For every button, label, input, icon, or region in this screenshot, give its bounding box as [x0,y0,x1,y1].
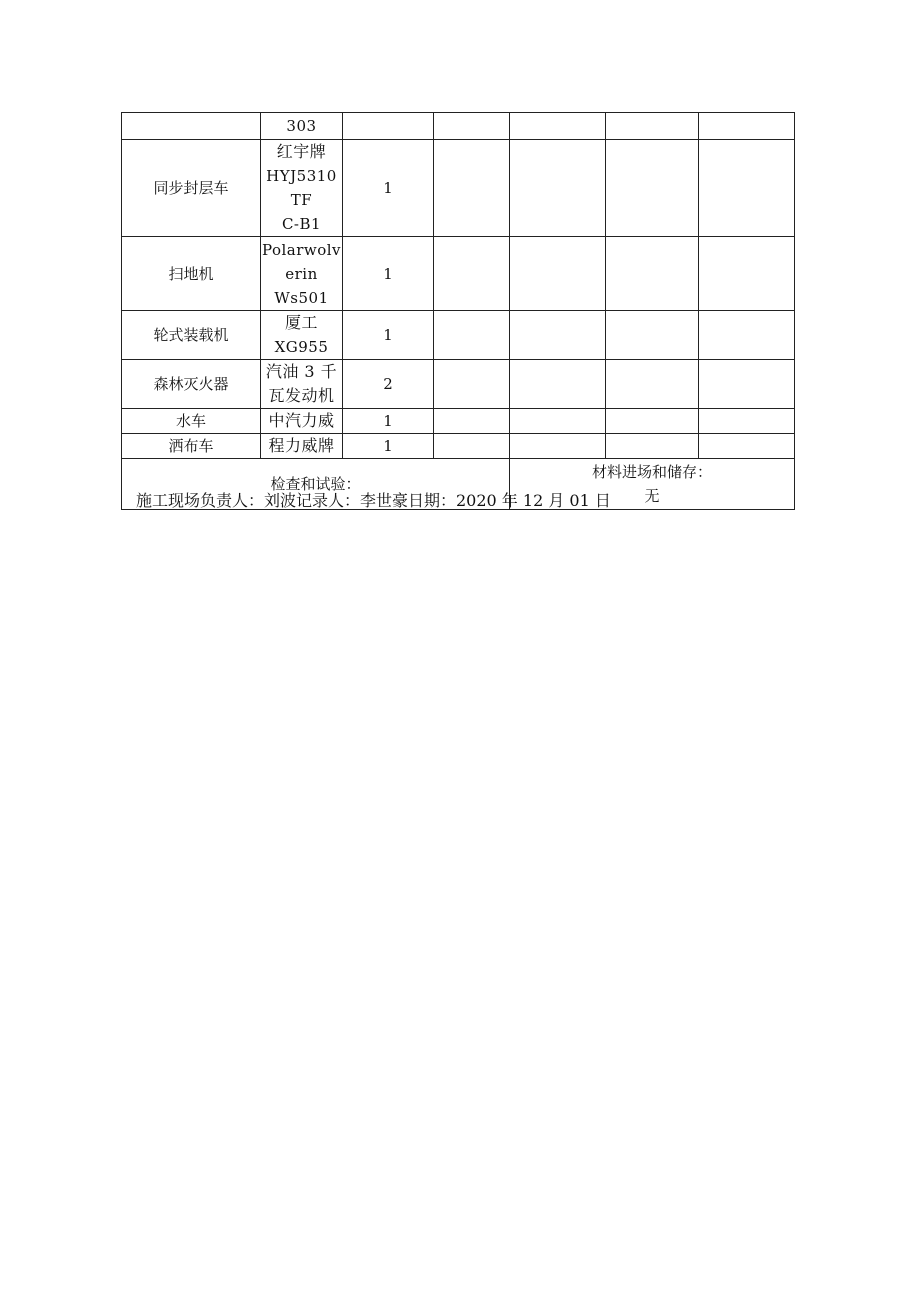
empty-cell [699,360,795,409]
quantity-cell: 1 [343,237,434,311]
empty-cell [510,434,606,459]
empty-cell [606,360,699,409]
equipment-name-cell: 洒布车 [122,434,261,459]
model-line: 汽油 3 千 [265,362,338,381]
equipment-model-cell [261,434,343,459]
model-line: 厦工 [284,313,318,332]
table-row [122,311,795,360]
quantity-cell: 1 [343,140,434,237]
empty-cell [510,140,606,237]
model-line: HYJ5310TF [266,167,337,209]
table-row [122,360,795,409]
empty-cell [699,434,795,459]
model-line: 中汽力威 [268,411,335,430]
empty-cell [434,113,510,140]
equipment-model-cell [261,237,343,311]
empty-cell [434,140,510,237]
equipment-name-cell: 扫地机 [122,237,261,311]
empty-cell [434,360,510,409]
empty-cell [699,113,795,140]
equipment-model-cell [261,409,343,434]
quantity-cell: 1 [343,434,434,459]
empty-cell [606,113,699,140]
materials-label: 材料进场和储存： [591,463,712,481]
equipment-name-cell: 同步封层车 [122,140,261,237]
empty-cell [606,311,699,360]
model-line: 红宇牌 [276,142,327,161]
inspection-label: 检查和试验： [270,475,361,493]
model-line: erin [285,264,318,283]
equipment-table-sheet [121,112,794,510]
model-line: Ws501 [274,288,329,307]
equipment-table [121,112,795,510]
model-line: 瓦发动机 [268,386,335,405]
empty-cell [434,311,510,360]
empty-cell [699,237,795,311]
materials-value: 无 [644,487,660,505]
table-row [122,237,795,311]
table-row [122,140,795,237]
empty-cell [606,409,699,434]
equipment-model-cell [261,140,343,237]
empty-cell [510,311,606,360]
table-row [122,434,795,459]
quantity-cell: 2 [343,360,434,409]
empty-cell [510,237,606,311]
equipment-model-cell [261,113,343,140]
signature-footer: 施工现场负责人：刘波记录人：李世豪日期：2020 年 12 月 01 日 [136,491,611,510]
empty-cell [434,237,510,311]
empty-cell [510,360,606,409]
equipment-model-cell [261,360,343,409]
empty-cell [606,237,699,311]
empty-cell [510,409,606,434]
equipment-name-cell [122,113,261,140]
empty-cell [699,409,795,434]
empty-cell [510,113,606,140]
equipment-name-cell: 轮式装载机 [122,311,261,360]
empty-cell [434,409,510,434]
equipment-name-cell: 森林灭火器 [122,360,261,409]
table-row [122,113,795,140]
empty-cell [606,140,699,237]
model-line: XG955 [274,338,329,356]
model-line: 程力威牌 [268,436,335,455]
empty-cell [606,434,699,459]
empty-cell [434,434,510,459]
model-line: C-B1 [281,215,322,233]
model-line: 303 [286,117,317,135]
table-row [122,409,795,434]
quantity-cell: 1 [343,311,434,360]
quantity-cell [343,113,434,140]
quantity-cell: 1 [343,409,434,434]
empty-cell [699,311,795,360]
model-line: Polarwolv [261,240,342,259]
equipment-name-cell: 水车 [122,409,261,434]
empty-cell [699,140,795,237]
equipment-model-cell [261,311,343,360]
